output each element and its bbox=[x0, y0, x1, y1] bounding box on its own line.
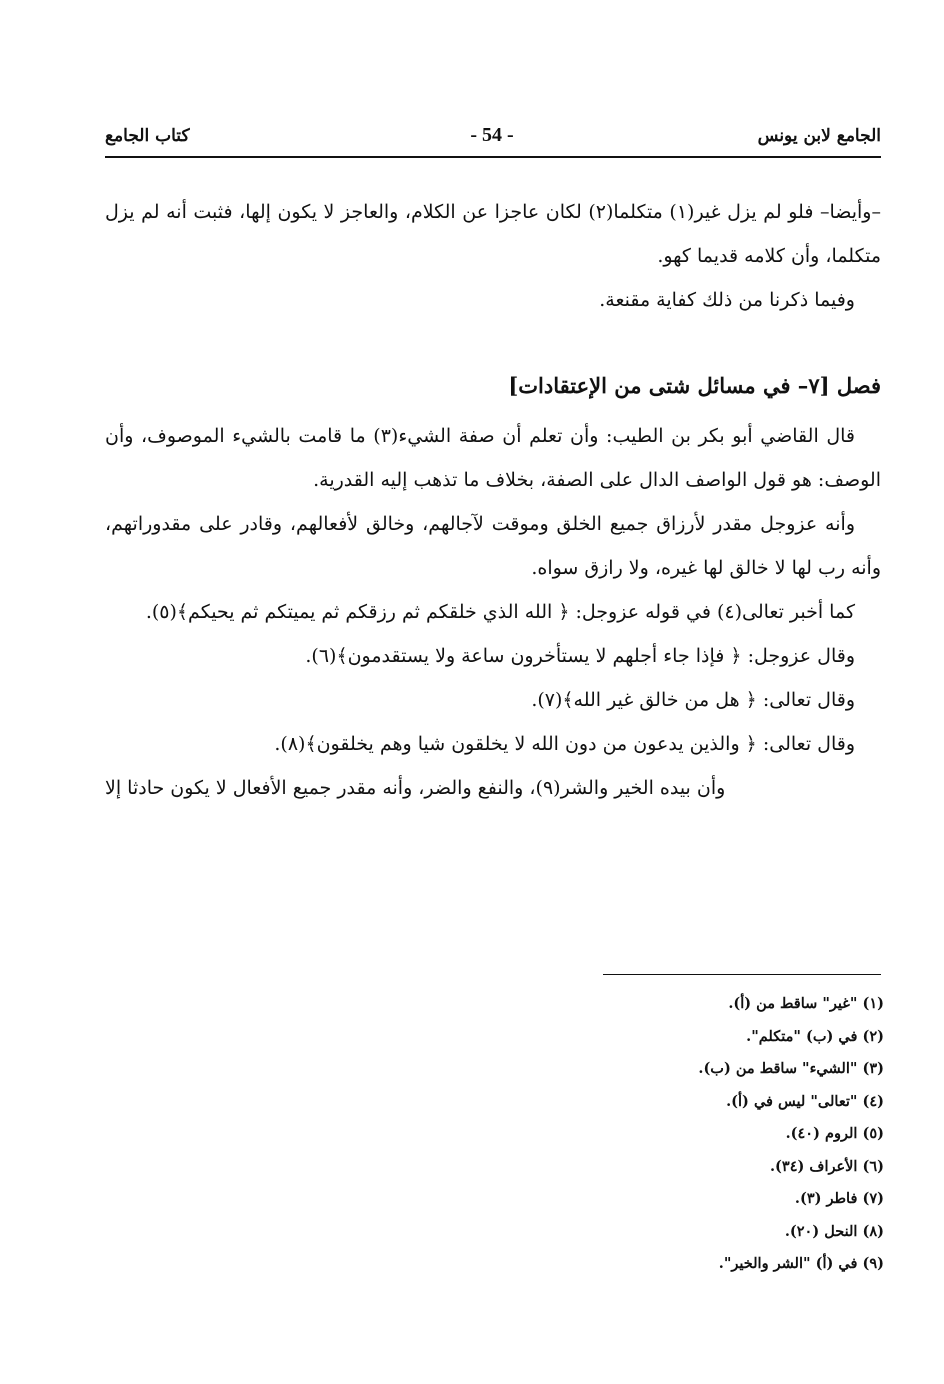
paragraph-4: وأنه عزوجل مقدر لأرزاق جميع الخلق وموقت لآجالهم، وخالق لأفعالهم، وقادر على مقدوراتهم، وأنه رب لها لا خالق لها غيره، ولا رازق سواه. bbox=[105, 513, 881, 579]
page-number: - 54 - bbox=[470, 124, 514, 146]
section-heading: فصل [٧– في مسائل شتى من الإعتقادات] bbox=[508, 373, 881, 398]
paragraph-5: كما أخبر تعالى(٤) في قوله عزوجل: ﴿ الله الذي خلقكم ثم رزقكم ثم يميتكم ثم يحيكم﴾(٥). bbox=[145, 601, 855, 623]
page-header bbox=[105, 126, 881, 158]
footnote-8: (٨) النحل (٢٠). bbox=[784, 1222, 884, 1240]
footnote-4: (٤) "تعالى" ليس في (أ). bbox=[726, 1092, 884, 1110]
footnote-5: (٥) الروم (٤٠). bbox=[785, 1125, 884, 1142]
paragraph-3: قال القاضي أبو بكر بن الطيب: وأن تعلم أن صفة الشيء(٣) ما قامت بالشيء الموصوف، وأن الوصف: هو قول الواصف الدال على الصفة، بخلاف ما تذهب إليه القدرية. bbox=[105, 425, 881, 491]
paragraph-8: وقال تعالى: ﴿ والذين يدعون من دون الله لا يخلقون شيا وهم يخلقون﴾(٨). bbox=[274, 733, 855, 755]
footnote-1: (١) "غير" ساقط من (أ). bbox=[728, 995, 884, 1012]
footnote-separator bbox=[603, 974, 881, 975]
footnote-9: (٩) في (أ) "الشر والخير". bbox=[718, 1255, 884, 1272]
paragraph-9: وأن بيده الخير والشر(٩)، والنفع والضر، وأنه مقدر جميع الأفعال لا يكون حادثا إلا bbox=[105, 777, 726, 799]
main-text bbox=[105, 190, 881, 810]
book-title: الجامع لابن يونس bbox=[757, 126, 881, 146]
footnote-6: (٦) الأعراف (٣٤). bbox=[770, 1157, 884, 1175]
footnote-7: (٧) فاطر (٣). bbox=[794, 1190, 884, 1207]
paragraph-2: وفيما ذكرنا من ذلك كفاية مقنعة. bbox=[599, 289, 855, 311]
paragraph-1: –وأيضا– فلو لم يزل غير(١) متكلما(٢) لكان عاجزا عن الكلام، والعاجز لا يكون إلها، فثبت أنه لم يزل متكلما، وأن كلامه قديما كهو. bbox=[105, 201, 881, 267]
chapter-title: كتاب الجامع bbox=[105, 126, 190, 146]
paragraph-7: وقال تعالى: ﴿ هل من خالق غير الله﴾(٧). bbox=[531, 689, 855, 711]
footnote-3: (٣) "الشيء" ساقط من (ب). bbox=[698, 1060, 884, 1077]
footnote-2: (٢) في (ب) "متكلم". bbox=[746, 1027, 884, 1045]
paragraph-6: وقال عزوجل: ﴿ فإذا جاء أجلهم لا يستأخرون ساعة ولا يستقدمون﴾(٦). bbox=[305, 645, 855, 667]
footnotes bbox=[484, 988, 884, 1281]
